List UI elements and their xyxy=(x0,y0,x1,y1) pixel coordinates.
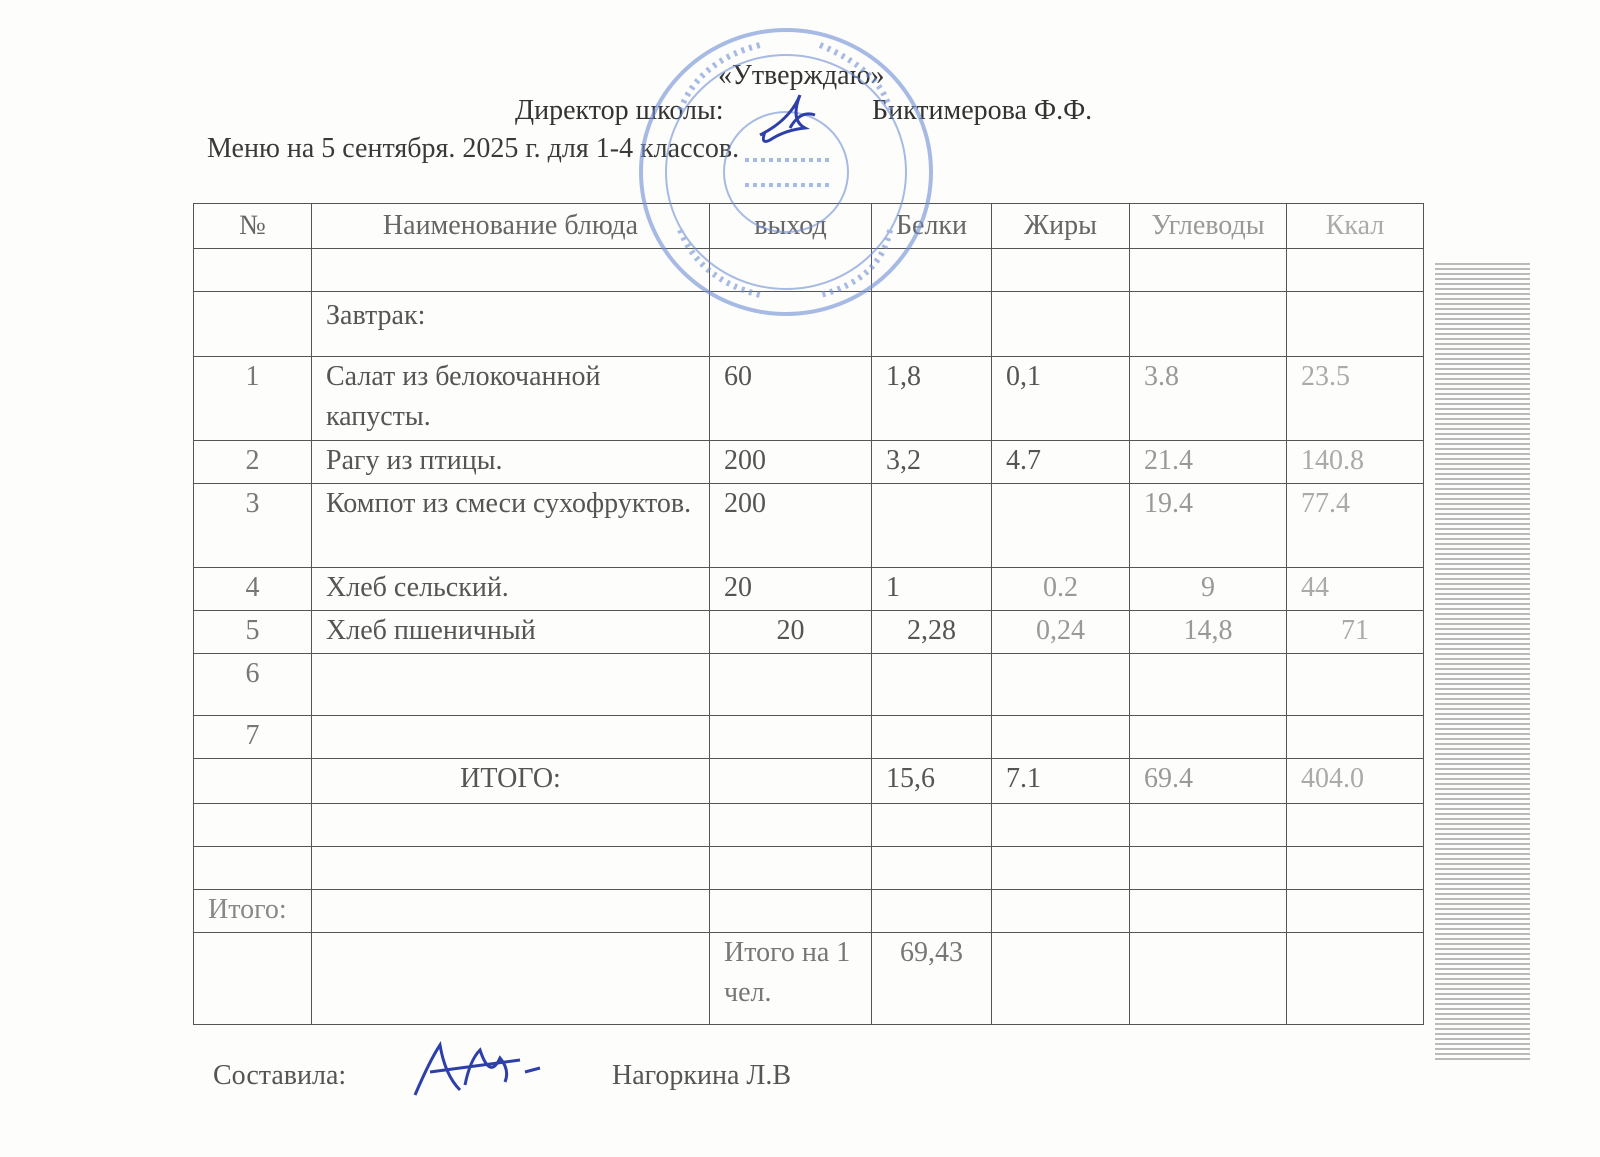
header-carb: Углеводы xyxy=(1130,204,1287,249)
dish-out: 20 xyxy=(710,568,872,611)
dish-name: Хлеб пшеничный xyxy=(312,611,710,654)
composer-name: Нагоркина Л.В xyxy=(612,1060,792,1091)
dish-carb: 3.8 xyxy=(1130,357,1287,441)
header-name: Наименование блюда xyxy=(312,204,710,249)
total-carb: 69.4 xyxy=(1130,759,1287,804)
total-kcal: 404.0 xyxy=(1287,759,1424,804)
approval-heading: «Утверждаю» xyxy=(718,60,885,91)
dish-kcal: 77.4 xyxy=(1287,484,1424,568)
dish-carb: 19.4 xyxy=(1130,484,1287,568)
header-num: № xyxy=(194,204,312,249)
row-num: 7 xyxy=(194,716,312,759)
composer-signature xyxy=(415,1045,540,1095)
per-person-value: 69,43 xyxy=(872,933,992,1025)
dish-name: Салат из белокочанной капусты. xyxy=(312,357,710,441)
header-kcal: Ккал xyxy=(1287,204,1424,249)
dish-out: 200 xyxy=(710,441,872,484)
dish-kcal: 23.5 xyxy=(1287,357,1424,441)
total-prot: 15,6 xyxy=(872,759,992,804)
per-person-label: Итого на 1 чел. xyxy=(710,933,872,1025)
dish-carb: 14,8 xyxy=(1130,611,1287,654)
dish-name: Компот из смеси сухофруктов. xyxy=(312,484,710,568)
dish-out: 20 xyxy=(710,611,872,654)
composer-label: Составила: xyxy=(213,1060,347,1091)
dish-carb: 9 xyxy=(1130,568,1287,611)
director-label: Директор школы: xyxy=(515,95,724,126)
total-label: ИТОГО: xyxy=(312,759,710,804)
dish-prot: 1 xyxy=(872,568,992,611)
dish-kcal: 140.8 xyxy=(1287,441,1424,484)
dish-fat: 0,1 xyxy=(992,357,1130,441)
dish-name: Рагу из птицы. xyxy=(312,441,710,484)
school-stamp xyxy=(641,30,931,314)
dish-prot: 3,2 xyxy=(872,441,992,484)
dish-out: 60 xyxy=(710,357,872,441)
row-num: 3 xyxy=(194,484,312,568)
row-num: 5 xyxy=(194,611,312,654)
dish-kcal: 44 xyxy=(1287,568,1424,611)
header-prot: Белки xyxy=(872,204,992,249)
dish-out: 200 xyxy=(710,484,872,568)
row-num: 6 xyxy=(194,654,312,716)
director-signature xyxy=(760,95,815,141)
itogo-label: Итого: xyxy=(194,890,312,933)
header-out: выход xyxy=(710,204,872,249)
dish-fat: 0,24 xyxy=(992,611,1130,654)
dish-name: Хлеб сельский. xyxy=(312,568,710,611)
dish-fat: 4.7 xyxy=(992,441,1130,484)
section-label: Завтрак: xyxy=(312,292,710,357)
row-num: 1 xyxy=(194,357,312,441)
row-num: 4 xyxy=(194,568,312,611)
dish-prot: 1,8 xyxy=(872,357,992,441)
row-num: 2 xyxy=(194,441,312,484)
dish-carb: 21.4 xyxy=(1130,441,1287,484)
menu-title: Меню на 5 сентября. 2025 г. для 1-4 классов. xyxy=(207,133,740,164)
dish-fat: 0.2 xyxy=(992,568,1130,611)
total-fat: 7.1 xyxy=(992,759,1130,804)
dish-prot: 2,28 xyxy=(872,611,992,654)
header-fat: Жиры xyxy=(992,204,1130,249)
director-name: Биктимерова Ф.Ф. xyxy=(872,95,1093,126)
dish-kcal: 71 xyxy=(1287,611,1424,654)
